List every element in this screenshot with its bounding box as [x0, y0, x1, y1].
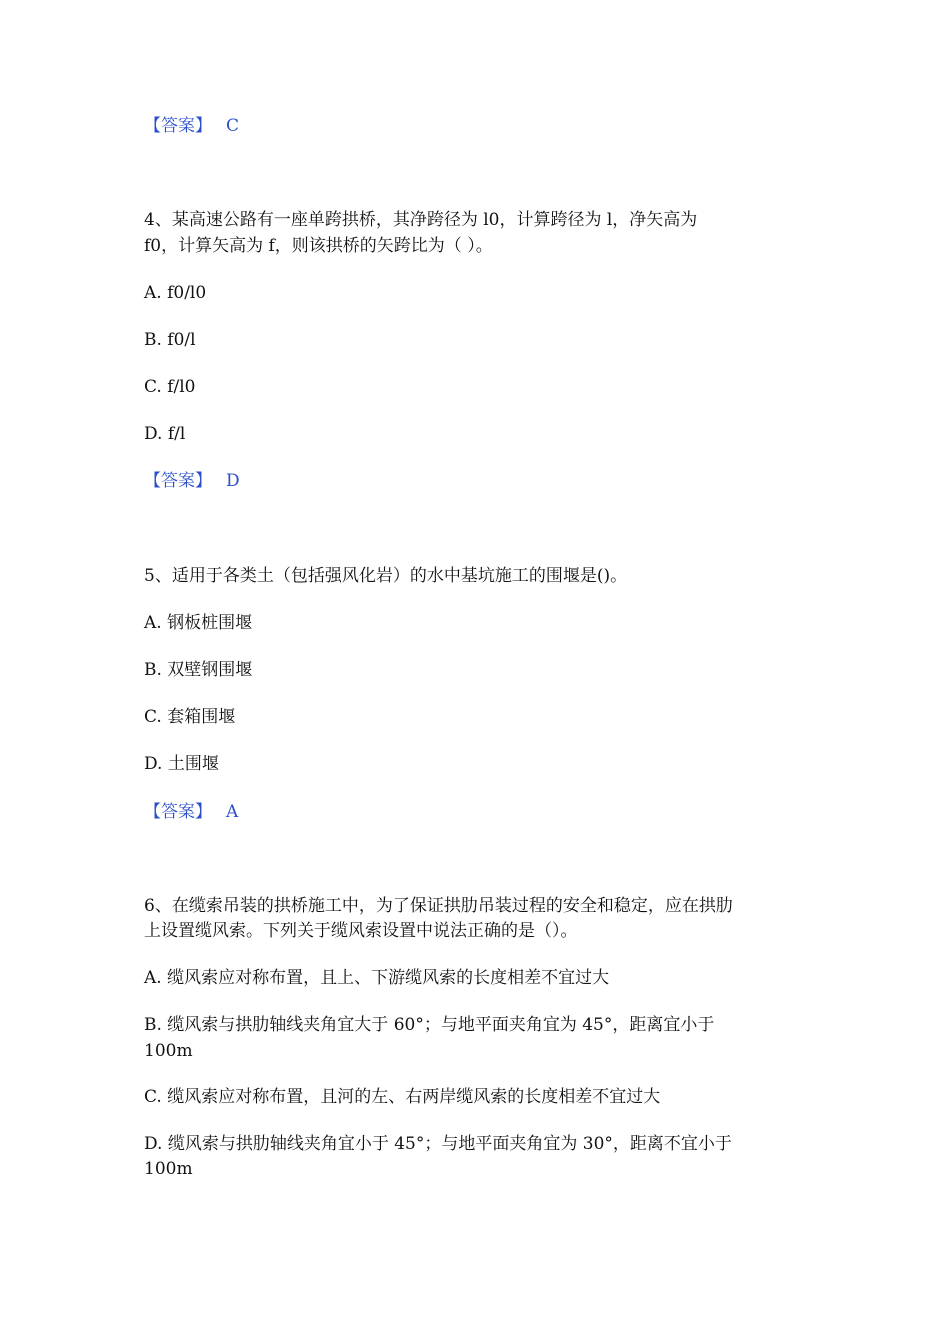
question-4-option-b: B. f0/l [144, 330, 196, 350]
question-5-option-d: D. 土围堰 [144, 754, 219, 774]
question-6-option-d-line-1: D. 缆风索与拱肋轴线夹角宜小于 45°；与地平面夹角宜为 30°，距离不宜小于 [144, 1134, 732, 1154]
question-6-line-1: 6、在缆索吊装的拱桥施工中，为了保证拱肋吊装过程的安全和稳定，应在拱肋 [144, 896, 733, 916]
question-4-line-2: f0，计算矢高为 f，则该拱桥的矢跨比为（ ）。 [144, 236, 493, 256]
answer-line-q3 [144, 115, 239, 137]
answer-value: C [226, 116, 240, 136]
question-6-option-c: C. 缆风索应对称布置，且河的左、右两岸缆风索的长度相差不宜过大 [144, 1087, 661, 1107]
question-4-option-c: C. f/l0 [144, 377, 196, 397]
question-5-option-a: A. 钢板桩围堰 [144, 613, 253, 633]
question-5-line-1: 5、适用于各类土（包括强风化岩）的水中基坑施工的围堰是()。 [144, 566, 628, 586]
question-6-line-2: 上设置缆风索。下列关于缆风索设置中说法正确的是（）。 [144, 921, 578, 941]
answer-value: D [226, 471, 240, 491]
question-6-option-b-line-2: 100m [144, 1041, 193, 1061]
answer-line-q5 [144, 801, 238, 823]
question-4-line-1: 4、某高速公路有一座单跨拱桥，其净跨径为 l0，计算跨径为 l，净矢高为 [144, 210, 698, 230]
question-5-option-c: C. 套箱围堰 [144, 707, 236, 727]
answer-value: A [226, 802, 239, 822]
answer-label: 【答案】 [144, 116, 212, 136]
question-6-option-b-line-1: B. 缆风索与拱肋轴线夹角宜大于 60°；与地平面夹角宜为 45°，距离宜小于 [144, 1015, 715, 1035]
answer-line-q4 [144, 470, 240, 492]
answer-label: 【答案】 [144, 471, 212, 491]
question-6-option-a: A. 缆风索应对称布置，且上、下游缆风索的长度相差不宜过大 [144, 968, 610, 988]
answer-label: 【答案】 [144, 802, 212, 822]
question-4-option-d: D. f/l [144, 424, 186, 444]
question-4-option-a: A. f0/l0 [144, 283, 207, 303]
question-5-option-b: B. 双壁钢围堰 [144, 660, 253, 680]
question-6-option-d-line-2: 100m [144, 1159, 193, 1179]
